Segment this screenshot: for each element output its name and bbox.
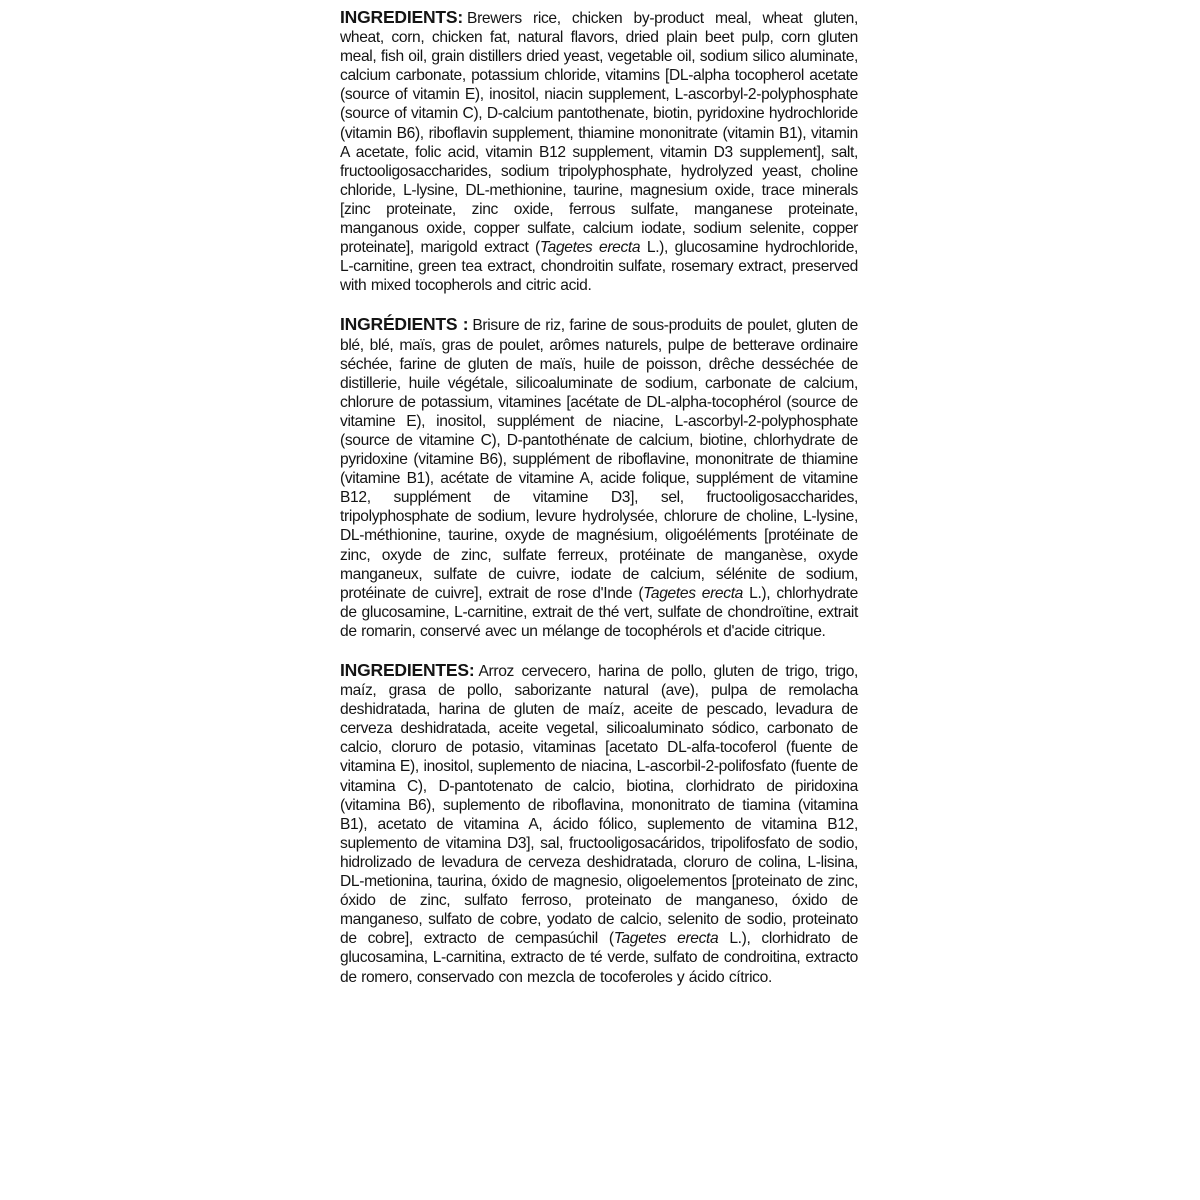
- ingredients-text-french-part1: Brisure de riz, farine de sous-produits de poulet, gluten de blé, blé, maïs, gras de poulet, arômes naturels, pulpe de betterave ordinaire séchée, farine de gluten de maïs, huile de poisson, drêche desséchée de distillerie, huile végétale, silicoaluminate de sodium, carbonate de calcium, chlorure de potassium, vitamines [acétate de DL-alpha-tocophérol (source de vitamine E), inositol, supplément de niacine, L-ascorbyl-2-polyphosphate (source de vitamine C), D-pantothénate de calcium, biotine, chlorhydrate de pyridoxine (vitamine B6), supplément de riboflavine, mononitrate de thiamine (vitamine B1), acétate de vitamine A, acide folique, supplément de vitamine B12, supplément de vitamine D3], sel, fructooligosaccharides, tripolyphosphate de sodium, levure hydrolysée, chlorure de choline, L-lysine, DL-méthionine, taurine, oxyde de magnésium, oligoéléments [protéinate de zinc, oxyde de zinc, sulfate ferreux, protéinate de manganèse, oxyde manganeux, sulfate de cuivre, iodate de calcium, sélénite de sodium, protéinate de cuivre], extrait de rose d'Inde (: [340, 317, 858, 602]
- species-name-english: Tagetes erecta: [539, 239, 641, 257]
- ingredients-heading-french: INGRÉDIENTS :: [340, 314, 469, 335]
- ingredients-french: [340, 315, 858, 641]
- species-name-french: Tagetes erecta: [643, 584, 743, 602]
- ingredients-english: [340, 8, 858, 295]
- ingredients-heading-english: INGREDIENTS:: [340, 7, 464, 27]
- ingredients-text-spanish-part2: L.), clorhidrato de glucosamina, L-carnitina, extracto de té verde, sulfato de condroitina, extracto de romero, conservado con mezcla de tocoferoles y ácido cítrico.: [340, 930, 858, 986]
- ingredients-panel: [340, 8, 858, 987]
- ingredients-heading-spanish: INGREDIENTES:: [340, 660, 475, 680]
- ingredients-text-english-part2: L.), glucosamine hydrochloride, L-carnitine, green tea extract, chondroitin sulfate, rosemary extract, preserved with mixed tocopherols and citric acid.: [340, 239, 859, 295]
- ingredients-text-english-part1: Brewers rice, chicken by-product meal, wheat gluten, wheat, corn, chicken fat, natural flavors, dried plain beet pulp, corn gluten meal, fish oil, grain distillers dried yeast, vegetable oil, sodium silico aluminate, calcium carbonate, potassium chloride, vitamins [DL-alpha tocopherol acetate (source of vitamin E), inositol, niacin supplement, L-ascorbyl-2-polyphosphate (source of vitamin C), D-calcium pantothenate, biotin, pyridoxine hydrochloride (vitamin B6), riboflavin supplement, thiamine mononitrate (vitamin B1), vitamin A acetate, folic acid, vitamin B12 supplement, vitamin D3 supplement], salt, fructooligosaccharides, sodium tripolyphosphate, hydrolyzed yeast, choline chloride, L-lysine, DL-methionine, taurine, magnesium oxide, trace minerals [zinc proteinate, zinc oxide, ferrous sulfate, manganese proteinate, manganous oxide, copper sulfate, calcium iodate, sodium selenite, copper proteinate], marigold extract (: [340, 10, 858, 257]
- ingredients-spanish: [340, 661, 858, 987]
- ingredients-text-french-part2: L.), chlorhydrate de glucosamine, L-carnitine, extrait de thé vert, sulfate de chondroïtine, extrait de romarin, conservé avec un mélange de tocophérols et d'acide citrique.: [340, 584, 858, 640]
- ingredients-text-spanish-part1: Arroz cervecero, harina de pollo, gluten de trigo, trigo, maíz, grasa de pollo, saborizante natural (ave), pulpa de remolacha deshidratada, harina de gluten de maíz, aceite de pescado, levadura de cerveza deshidratada, aceite vegetal, silicoaluminato sódico, carbonato de calcio, cloruro de potasio, vitaminas [acetato DL-alfa-tocoferol (fuente de vitamina E), inositol, suplemento de niacina, L-ascorbil-2-polifosfato (fuente de vitamina C), D-pantotenato de calcio, biotina, clorhidrato de piridoxina (vitamina B6), suplemento de riboflavina, mononitrato de tiamina (vitamina B1), acetato de vitamina A, ácido fólico, suplemento de vitamina B12, suplemento de vitamina D3], sal, fructooligosacáridos, tripolifosfato de sodio, hidrolizado de levadura de cerveza deshidratada, cloruro de colina, L-lisina, DL-metionina, taurina, óxido de magnesio, oligoelementos [proteinato de zinc, óxido de zinc, sulfato ferroso, proteinato de manganeso, óxido de manganeso, sulfato de cobre, yodato de calcio, selenito de sodio, proteinato de cobre], extracto de cempasúchil (: [340, 663, 858, 948]
- species-name-spanish: Tagetes erecta: [613, 930, 719, 948]
